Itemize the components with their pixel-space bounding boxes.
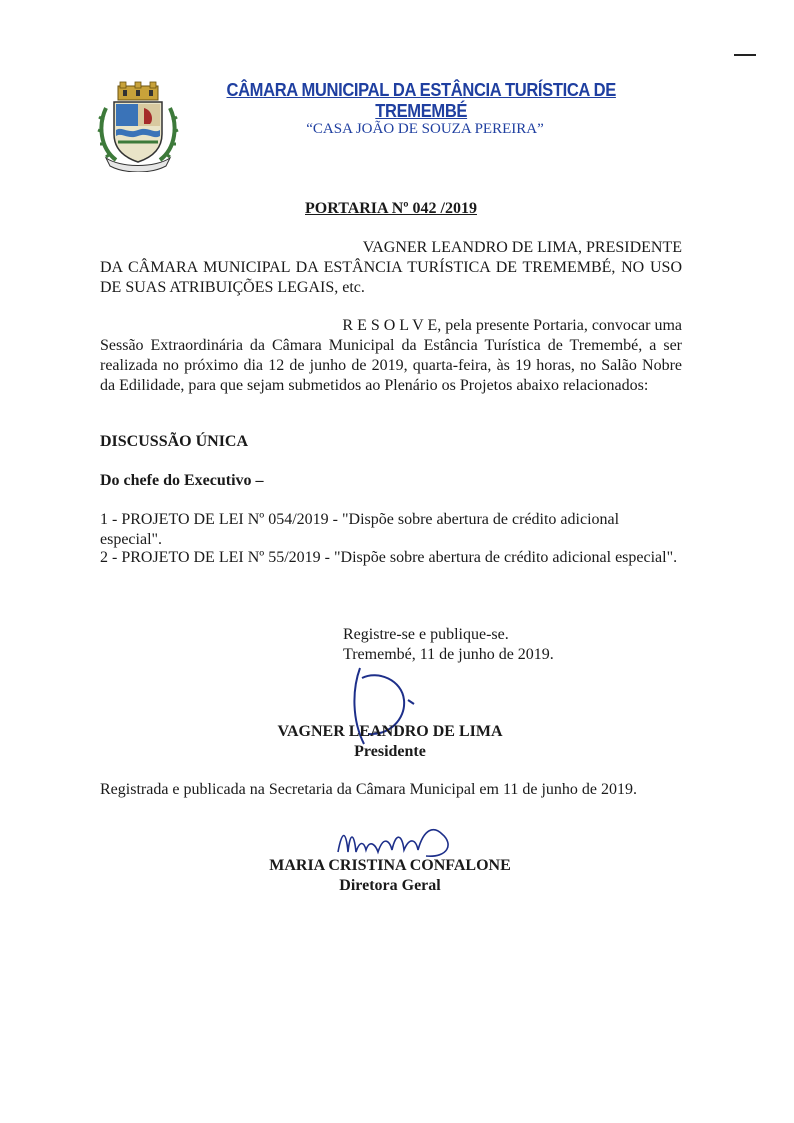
closing-block: [343, 625, 683, 665]
org-subtitle: “CASA JOÃO DE SOUZA PEREIRA”: [306, 121, 544, 137]
item-2: 2 - PROJETO DE LEI Nº 55/2019 - "Dispõe sobre abertura de crédito adicional especial".: [100, 549, 678, 566]
resolve-rest: Sessão Extraordinária da Câmara Municipal da Estância Turística de Tremembé, a ser realizada no próximo dia 12 de junho de 2019, quarta-feira, às 19 horas, no Salão Nobre da Edilidade, para que sejam submetidos ao Plenário os Projetos abaixo relacionados:: [100, 337, 682, 394]
registration-note: Registrada e publicada na Secretaria da Câmara Municipal em 11 de junho de 2019.: [100, 781, 637, 798]
resolve-paragraph: [100, 316, 682, 396]
org-name: CÂMARA MUNICIPAL DA ESTÂNCIA TURÍSTICA DE TREMEMBÉ: [226, 80, 616, 121]
signatory-1-role: Presidente: [354, 743, 426, 760]
signatory-2-name: MARIA CRISTINA CONFALONE: [269, 857, 511, 874]
signatory-2: [230, 856, 550, 896]
municipal-crest: [96, 80, 180, 172]
scan-edge-mark: [734, 54, 756, 56]
closing-register: Registre-se e publique-se.: [343, 626, 509, 643]
item-1: 1 - PROJETO DE LEI Nº 054/2019 - "Dispõe sobre abertura de crédito adicional especial".: [100, 511, 620, 548]
resolve-lead: R E S O L V E, pela presente Portaria, convocar uma: [342, 317, 682, 334]
signatory-2-role: Diretora Geral: [339, 877, 441, 894]
section-heading: DISCUSSÃO ÚNICA: [100, 433, 249, 450]
closing-place-date: Tremembé, 11 de junho de 2019.: [343, 646, 554, 663]
intro-first-line: VAGNER LEANDRO DE LIMA, PRESIDENTE: [362, 239, 682, 256]
signatory-1: [230, 722, 550, 762]
subsection-heading: Do chefe do Executivo –: [100, 472, 264, 489]
intro-rest: DA CÂMARA MUNICIPAL DA ESTÂNCIA TURÍSTICA DE TREMEMBÉ, NO USO DE SUAS ATRIBUIÇÕES LEGAIS, etc.: [100, 259, 682, 296]
document-title: PORTARIA Nº 042 /2019: [305, 200, 477, 217]
signatory-1-name: VAGNER LEANDRO DE LIMA: [277, 723, 503, 740]
intro-paragraph: [100, 238, 682, 298]
